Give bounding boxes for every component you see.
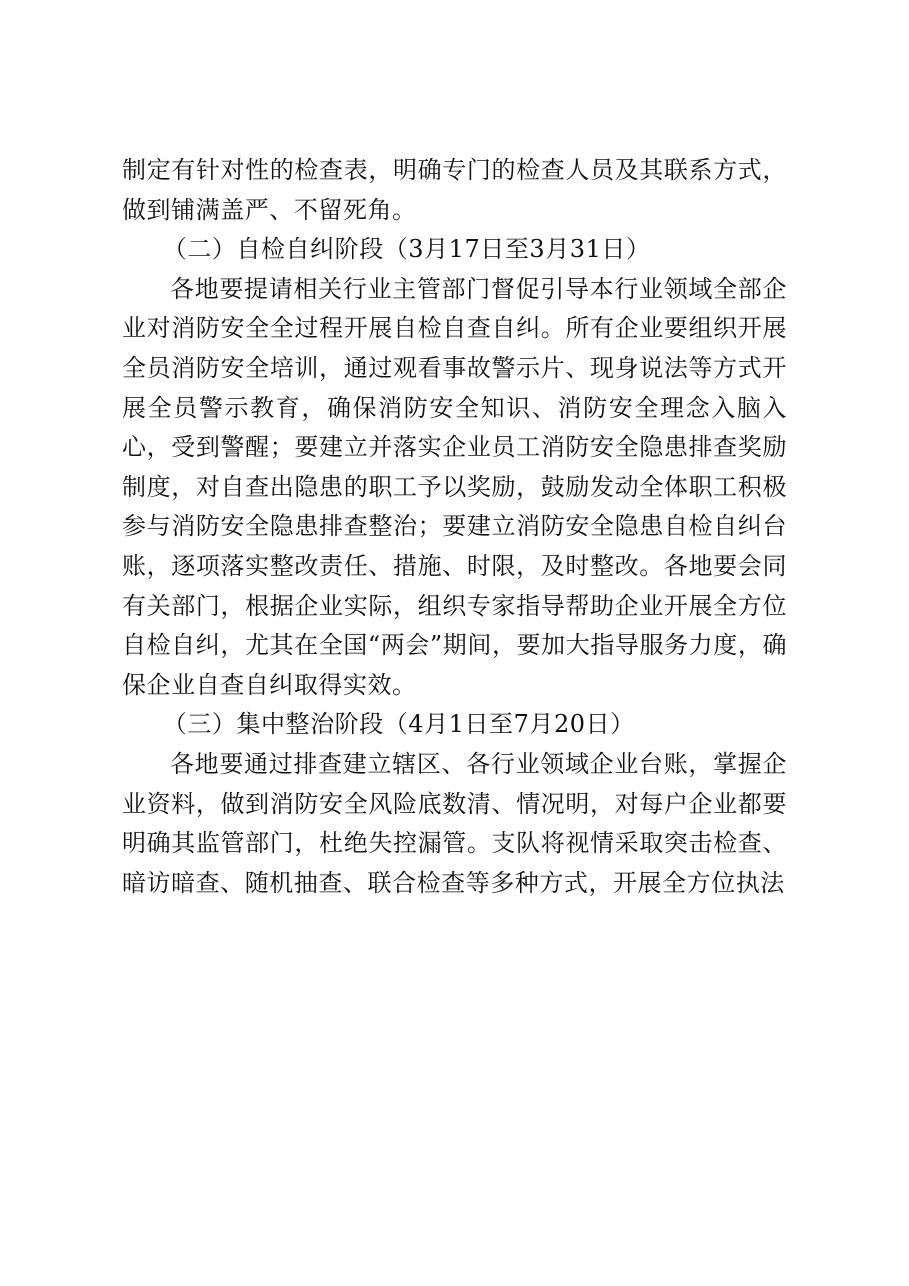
paragraph-self-check: 各地要提请相关行业主管部门督促引导本行业领域全部企业对消防安全全过程开展自检自查自纠。所有企业要组织开展全员消防安全培训，通过观看事故警示片、现身说法等方式开展全员警示教育，确保消防安全知识、消防安全理念入脑入心，受到警醒；要建立并落实企业员工消防安全隐患排查奖励制度，对自查出隐患的职工予以奖励，鼓励发动全体职工积极参与消防安全隐患排查整治；要建立消防安全隐患自检自纠台账，逐项落实整改责任、措施、时限，及时整改。各地要会同有关部门，根据企业实际，组织专家指导帮助企业开展全方位自检自纠，尤其在全国“两会”期间，要加大指导服务力度，确保企业自查自纠取得实效。	[122, 274, 787, 699]
document-body	[122, 151, 787, 903]
paragraph-rectification: 各地要通过排查建立辖区、各行业领域企业台账，掌握企业资料，做到消防安全风险底数清、情况明，对每户企业都要明确其监管部门，杜绝失控漏管。支队将视情采取突击检查、暗访暗查、随机抽查、联合检查等多种方式，开展全方位执法	[122, 749, 787, 897]
section-heading-self-check: （二）自检自纠阶段（3月17日至3月31日）	[162, 235, 651, 264]
section-heading-rectification: （三）集中整治阶段（4月1日至7月20日）	[162, 710, 635, 739]
paragraph-continuation: 制定有针对性的检查表，明确专门的检查人员及其联系方式，做到铺满盖严、不留死角。	[122, 156, 787, 224]
